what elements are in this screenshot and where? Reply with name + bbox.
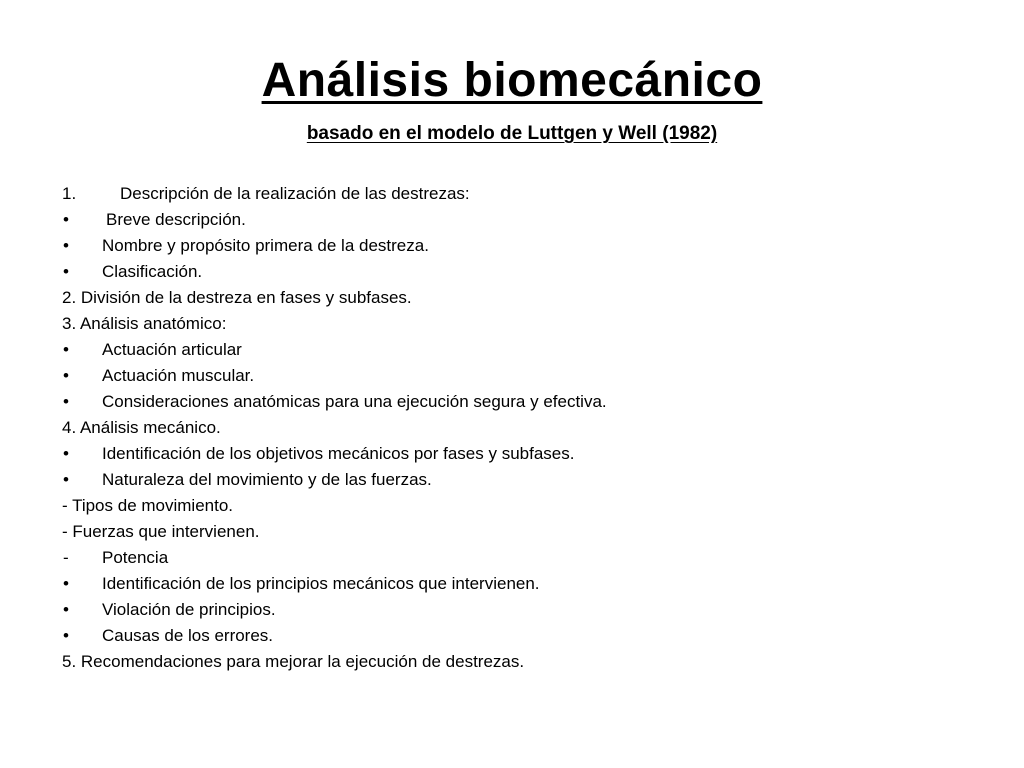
list-item-text: 3. Análisis anatómico: [62,314,227,333]
bullet-icon: • [63,210,69,229]
list-number: 1. [62,184,77,203]
content-list [62,181,982,675]
list-item-dash [62,545,982,571]
bullet-icon: • [63,340,69,359]
list-item-numbered [62,181,982,207]
list-item-text: Actuación articular [102,340,242,359]
bullet-icon: • [63,444,69,463]
list-item-plain [62,493,982,519]
list-item-text: Violación de principios. [102,600,276,619]
list-item-text: Naturaleza del movimiento y de las fuerzas. [102,470,432,489]
list-item-bullet [62,337,982,363]
list-item-text: 4. Análisis mecánico. [62,418,221,437]
bullet-icon: • [63,600,69,619]
list-item-bullet [62,363,982,389]
list-item-bullet [62,441,982,467]
list-item-text: Consideraciones anatómicas para una ejecución segura y efectiva. [102,392,607,411]
list-item-plain [62,415,982,441]
bullet-icon: • [63,470,69,489]
bullet-icon: • [63,574,69,593]
list-item-bullet [62,597,982,623]
slide-title: Análisis biomecánico [261,54,763,107]
slide-subtitle: basado en el modelo de Luttgen y Well (1982) [306,123,718,144]
list-item-bullet [62,467,982,493]
bullet-icon: • [63,262,69,281]
bullet-icon: • [63,626,69,645]
list-item-text: 2. División de la destreza en fases y subfases. [62,288,412,307]
list-item-bullet [62,389,982,415]
list-item-bullet [62,207,982,233]
list-item-text: Identificación de los objetivos mecánicos por fases y subfases. [102,444,575,463]
list-item-text: Clasificación. [102,262,203,281]
list-item-plain [62,519,982,545]
list-item-plain [62,311,982,337]
list-item-text: - Fuerzas que intervienen. [62,522,260,541]
list-item-text: Nombre y propósito primera de la destreza. [102,236,429,255]
list-item-bullet [62,233,982,259]
bullet-icon: • [63,366,69,385]
list-item-bullet [62,571,982,597]
list-item-text: Identificación de los principios mecánicos que intervienen. [102,574,540,593]
list-item-text: - Tipos de movimiento. [62,496,234,515]
list-item-text: 5. Recomendaciones para mejorar la ejecución de destrezas. [62,652,525,671]
list-item-plain [62,649,982,675]
bullet-icon: • [63,392,69,411]
list-item-text: Breve descripción. [106,210,246,229]
list-item-text: Descripción de la realización de las destrezas: [120,184,470,203]
list-item-plain [62,285,982,311]
list-item-text: Causas de los errores. [102,626,274,645]
list-item-text: Actuación muscular. [102,366,255,385]
list-item-text: Potencia [102,548,169,567]
list-item-bullet [62,623,982,649]
list-item-bullet [62,259,982,285]
dash-marker: - [63,548,69,567]
bullet-icon: • [63,236,69,255]
